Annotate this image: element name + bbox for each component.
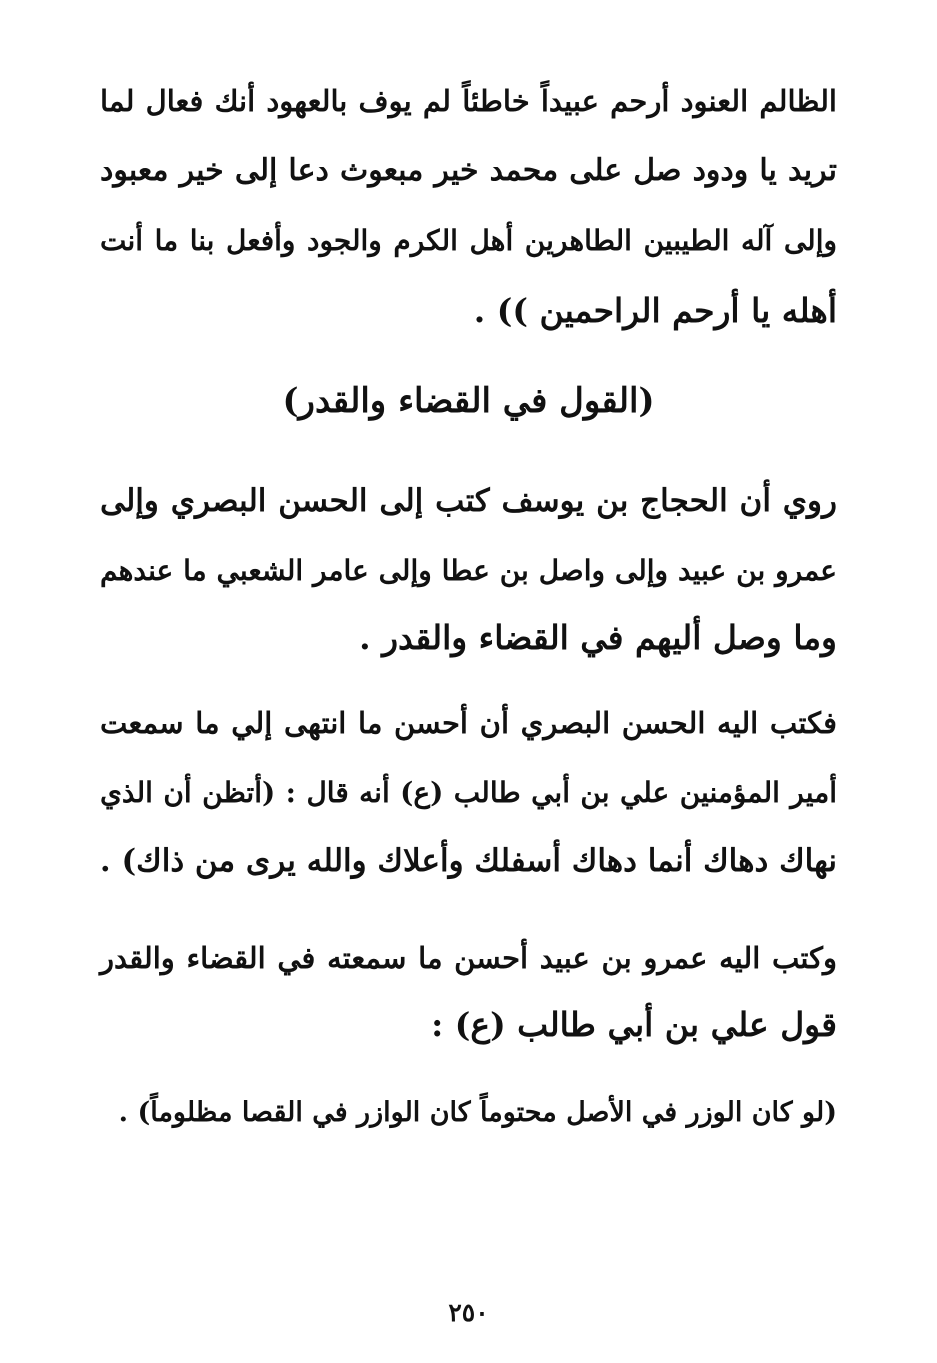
text-line: الظالم العنود أرحم عبيداً خاطئاً لم يوف بالعهود أنك فعال لما [100, 84, 837, 118]
text-line: روي أن الحجاج بن يوسف كتب إلى الحسن البصري وإلى [100, 483, 837, 519]
page-number: ٢٥٠ [448, 1298, 489, 1327]
text-line: أهله يا أرحم الراحمين )) . [473, 291, 837, 330]
text-line: تريد يا ودود صل على محمد خير مبعوث دعا إلى خير معبود [100, 153, 837, 188]
text-line: وما وصل أليهم في القضاء والقدر . [359, 618, 837, 657]
text-line: قول علي بن أبي طالب (ع) : [431, 1005, 837, 1044]
text-line: نهاك دهاك أنما دهاك أسفلك وأعلاك والله يرى من ذاك) . [99, 843, 837, 879]
text-line: عمرو بن عبيد وإلى واصل بن عطا وإلى عامر الشعبي ما عندهم [100, 554, 837, 587]
section-heading: (القول في القضاء والقدر) [282, 381, 655, 421]
text-line: أمير المؤمنين علي بن أبي طالب (ع) أنه قال : (أتظن أن الذي [100, 776, 837, 809]
text-line: وإلى آله الطيبين الطاهرين أهل الكرم والجود وأفعل بنا ما أنت [100, 224, 837, 257]
text-line: (لو كان الوزر في الأصل محتوماً كان الوازر في القصا مظلوماً) . [118, 1097, 837, 1128]
text-line: وكتب اليه عمرو بن عبيد أحسن ما سمعته في القضاء والقدر [100, 941, 837, 975]
text-line: فكتب اليه الحسن البصري أن أحسن ما انتهى إلي ما سمعت [100, 706, 837, 740]
